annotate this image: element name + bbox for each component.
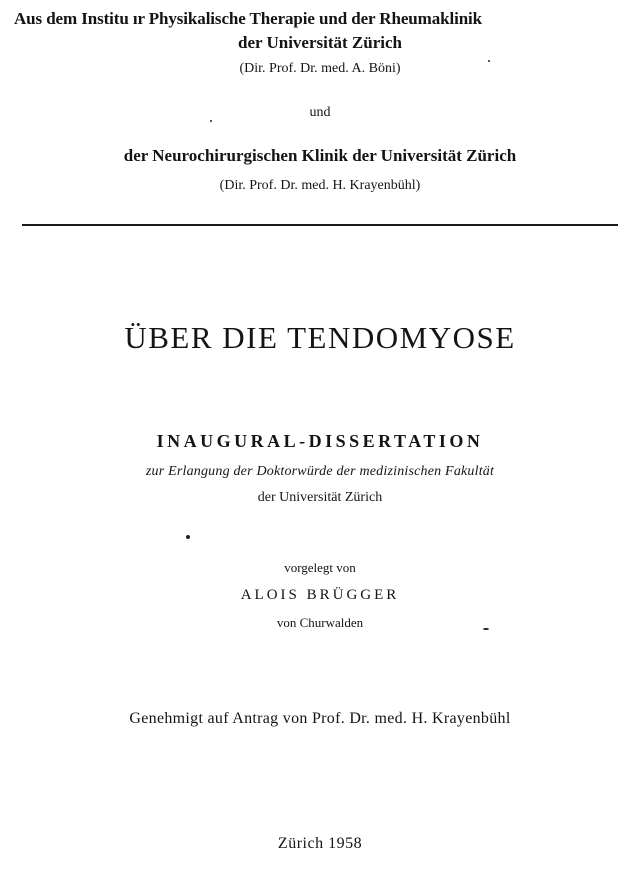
header-divider	[22, 224, 618, 226]
dissertation-purpose-line-2: der Universität Zürich	[257, 490, 383, 505]
dissertation-title: ÜBER DIE TENDOMYOSE	[124, 320, 516, 355]
author-origin: von Churwalden	[276, 615, 364, 630]
conjunction-text: und	[309, 105, 331, 120]
approval-statement: Genehmigt auf Antrag von Prof. Dr. med. H. Krayenbühl	[129, 710, 511, 727]
director-line-2: (Dir. Prof. Dr. med. H. Krayenbühl)	[219, 178, 421, 193]
dissertation-label: INAUGURAL-DISSERTATION	[156, 431, 484, 451]
dissertation-purpose-line-1: zur Erlangung der Doktorwürde der medizinischen Fakultät	[145, 464, 495, 479]
scan-speck	[488, 60, 490, 62]
scan-speck	[210, 120, 212, 122]
presented-by-text: vorgelegt von	[284, 560, 356, 575]
place-and-year: Zürich 1958	[277, 835, 363, 852]
scan-speck	[483, 628, 489, 630]
scan-speck	[186, 535, 190, 539]
director-line-1: (Dir. Prof. Dr. med. A. Böni)	[239, 61, 401, 76]
author-name: ALOIS BRÜGGER	[240, 587, 400, 603]
neurosurgery-clinic-line: der Neurochirurgischen Klinik der Universität Zürich	[123, 146, 517, 165]
institute-line-1: Aus dem Institu ır Physikalische Therapie und der Rheumaklinik	[14, 9, 483, 28]
institute-line-2: der Universität Zürich	[237, 33, 402, 52]
